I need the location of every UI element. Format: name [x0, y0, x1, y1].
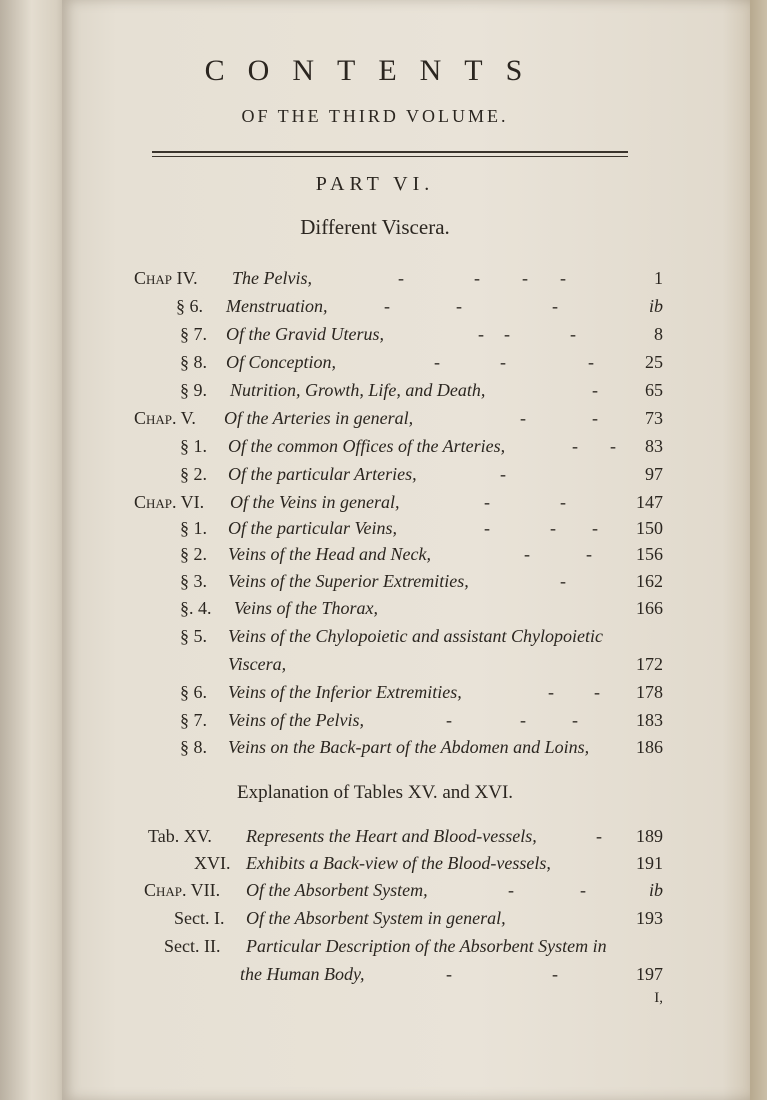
- toc-entry-continuation: [0, 964, 767, 992]
- entry-label: § 1.: [180, 518, 207, 538]
- leader-dash: -: [520, 408, 526, 428]
- leader-dash: -: [398, 268, 404, 288]
- toc-entry: [0, 737, 767, 765]
- toc-entry: [0, 464, 767, 492]
- entry-label: § 3.: [180, 571, 207, 591]
- toc-entry: [0, 908, 767, 936]
- entry-label: § 8.: [180, 737, 207, 757]
- page-number: 1: [654, 268, 663, 288]
- toc-entry: [0, 380, 767, 408]
- volume-subtitle: OF THE THIRD VOLUME.: [241, 106, 509, 126]
- entry-label: § 5.: [180, 626, 207, 646]
- entry-title: Nutrition, Growth, Life, and Death,: [230, 380, 486, 400]
- entry-label: Tab. XV.: [148, 826, 212, 846]
- entry-label: Sect. I.: [174, 908, 225, 928]
- toc-entry: [0, 436, 767, 464]
- page-number: 166: [636, 598, 663, 618]
- page-number: 147: [636, 492, 663, 512]
- toc-entry: [0, 880, 767, 908]
- leader-dash: -: [596, 826, 602, 846]
- leader-dash: -: [484, 518, 490, 538]
- page-number: 172: [636, 654, 663, 674]
- entry-title: Veins of the Superior Extremities,: [228, 571, 469, 591]
- entry-label: XVI.: [194, 853, 231, 873]
- entry-label: § 2.: [180, 464, 207, 484]
- entry-title: Veins of the Chylopoietic and assistant Chylopoietic: [228, 626, 603, 646]
- entry-label: § 7.: [180, 324, 207, 344]
- entry-title: Of the Absorbent System in general,: [246, 908, 506, 928]
- entry-label: § 8.: [180, 352, 207, 372]
- page-number: 197: [636, 964, 663, 984]
- entry-title: Viscera,: [228, 654, 287, 674]
- entry-label: Chap. VI.: [134, 492, 205, 512]
- leader-dash: -: [580, 880, 586, 900]
- toc-entry: [0, 268, 767, 296]
- entry-title: Menstruation,: [226, 296, 328, 316]
- entry-title: Exhibits a Back-view of the Blood-vessels,: [246, 853, 551, 873]
- leader-dash: -: [560, 268, 566, 288]
- leader-dash: -: [524, 544, 530, 564]
- toc-entry: [0, 682, 767, 710]
- leader-dash: -: [592, 380, 598, 400]
- leader-dash: -: [588, 352, 594, 372]
- page-number: 97: [645, 464, 663, 484]
- toc-entry: [0, 544, 767, 572]
- entry-label: § 7.: [180, 710, 207, 730]
- entry-label: Chap IV.: [134, 268, 198, 288]
- section-heading: Different Viscera.: [300, 215, 450, 239]
- entry-title: Of the particular Arteries,: [228, 464, 417, 484]
- leader-dash: -: [522, 268, 528, 288]
- page-number: 156: [636, 544, 663, 564]
- toc-entry: [0, 853, 767, 881]
- toc-entry: [0, 408, 767, 436]
- toc-entry: [0, 352, 767, 380]
- entry-label: Chap. VII.: [144, 880, 221, 900]
- entry-title: Of the Arteries in general,: [224, 408, 414, 428]
- leader-dash: -: [446, 710, 452, 730]
- page-number: 8: [654, 324, 663, 344]
- page-number: 193: [636, 908, 663, 928]
- page-number: ib: [648, 880, 663, 900]
- page-number: 178: [636, 682, 663, 702]
- leader-dash: -: [520, 710, 526, 730]
- entry-label: § 6.: [180, 682, 207, 702]
- leader-dash: -: [572, 436, 578, 456]
- leader-dash: -: [552, 296, 558, 316]
- leader-dash: -: [456, 296, 462, 316]
- page-number: 191: [636, 853, 663, 873]
- page-number: 150: [636, 518, 663, 538]
- leader-dash: -: [474, 268, 480, 288]
- entry-label: § 9.: [180, 380, 207, 400]
- toc-entry: [0, 296, 767, 324]
- entry-title: Of the Gravid Uterus,: [226, 324, 384, 344]
- toc-entry: [0, 710, 767, 738]
- entry-title: Of Conception,: [226, 352, 336, 372]
- leader-dash: -: [552, 964, 558, 984]
- page-number: 186: [636, 737, 663, 757]
- toc-entry: [0, 518, 767, 546]
- entry-title: Veins of the Head and Neck,: [228, 544, 431, 564]
- catchword: I,: [654, 990, 663, 1006]
- entry-label: Chap. V.: [134, 408, 196, 428]
- leader-dash: -: [484, 492, 490, 512]
- entry-title: Of the particular Veins,: [228, 518, 397, 538]
- leader-dash: -: [594, 682, 600, 702]
- toc-entry: [0, 626, 767, 654]
- toc-entry: [0, 571, 767, 599]
- explanation-heading: Explanation of Tables XV. and XVI.: [236, 782, 514, 803]
- leader-dash: -: [548, 682, 554, 702]
- page-number: 183: [636, 710, 663, 730]
- catchword-row: [0, 990, 767, 1018]
- toc-entry: [0, 826, 767, 854]
- leader-dash: -: [560, 492, 566, 512]
- leader-dash: -: [504, 324, 510, 344]
- leader-dash: -: [478, 324, 484, 344]
- entry-title: Veins of the Pelvis,: [228, 710, 364, 730]
- entry-label: § 2.: [180, 544, 207, 564]
- page-number: 83: [645, 436, 663, 456]
- toc-entry: [0, 324, 767, 352]
- leader-dash: -: [384, 296, 390, 316]
- entry-title: Particular Description of the Absorbent System in: [246, 936, 607, 956]
- double-rule-bottom: [152, 156, 628, 157]
- leader-dash: -: [592, 408, 598, 428]
- leader-dash: -: [550, 518, 556, 538]
- toc-entry: [0, 492, 767, 520]
- leader-dash: -: [586, 544, 592, 564]
- toc-entry: [0, 598, 767, 626]
- leader-dash: -: [570, 324, 576, 344]
- leader-dash: -: [592, 518, 598, 538]
- entry-title: Veins of the Thorax,: [234, 598, 378, 618]
- entry-title: Represents the Heart and Blood-vessels,: [246, 826, 537, 846]
- contents-title: CONTENTS: [204, 54, 546, 87]
- leader-dash: -: [508, 880, 514, 900]
- entry-label: Sect. II.: [164, 936, 221, 956]
- page-number: 65: [645, 380, 663, 400]
- leader-dash: -: [560, 571, 566, 591]
- leader-dash: -: [572, 710, 578, 730]
- entry-title: Veins of the Inferior Extremities,: [228, 682, 462, 702]
- entry-title: The Pelvis,: [232, 268, 312, 288]
- toc-entry: [0, 936, 767, 964]
- entry-label: §. 4.: [180, 598, 212, 618]
- leader-dash: -: [434, 352, 440, 372]
- page-number: ib: [648, 296, 663, 316]
- page-number: 162: [636, 571, 663, 591]
- entry-label: § 1.: [180, 436, 207, 456]
- entry-label: § 6.: [176, 296, 203, 316]
- entry-title: the Human Body,: [240, 964, 365, 984]
- toc-entry-continuation: [0, 654, 767, 682]
- leader-dash: -: [446, 964, 452, 984]
- leader-dash: -: [500, 352, 506, 372]
- double-rule-top: [152, 151, 628, 153]
- page-number: 25: [645, 352, 663, 372]
- entry-title: Of the common Offices of the Arteries,: [228, 436, 506, 456]
- entry-title: Veins on the Back-part of the Abdomen and Loins,: [228, 737, 590, 757]
- entry-title: Of the Absorbent System,: [246, 880, 428, 900]
- part-heading: PART VI.: [315, 173, 435, 195]
- entry-title: Of the Veins in general,: [230, 492, 400, 512]
- leader-dash: -: [500, 464, 506, 484]
- page-number: 189: [636, 826, 663, 846]
- leader-dash: -: [610, 436, 616, 456]
- page-number: 73: [645, 408, 663, 428]
